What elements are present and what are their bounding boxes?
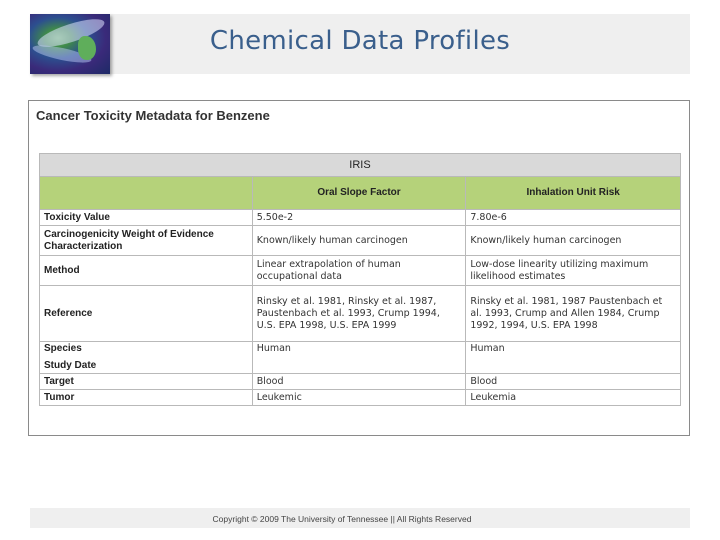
page-title: Chemical Data Profiles	[209, 26, 511, 56]
row-label: Toxicity Value	[40, 210, 253, 226]
inhalation-value: 7.80e-6	[466, 210, 681, 226]
corner-cell	[40, 177, 253, 210]
row-label: Target	[40, 374, 253, 390]
inhalation-value: Known/likely human carcinogen	[466, 226, 681, 256]
table-row	[40, 256, 681, 286]
row-label: Carcinogenicity Weight of Evidence Characterization	[40, 226, 253, 256]
row-label: Reference	[40, 286, 253, 342]
oral-value: 5.50e-2	[252, 210, 466, 226]
table-row	[40, 390, 681, 406]
col-oral-slope-factor: Oral Slope Factor	[252, 177, 466, 210]
section-title: Cancer Toxicity Metadata for Benzene	[36, 108, 270, 123]
table-row	[40, 374, 681, 390]
oral-value: Human	[252, 342, 466, 374]
row-label: Tumor	[40, 390, 253, 406]
oral-value: Rinsky et al. 1981, Rinsky et al. 1987, Paustenbach et al. 1993, Crump 1994, U.S. EPA 1998, U.S. EPA 1999	[252, 286, 466, 342]
benzene-metadata-panel	[28, 100, 690, 436]
table-row	[40, 286, 681, 342]
iris-header: IRIS	[40, 154, 681, 177]
oral-value: Linear extrapolation of human occupational data	[252, 256, 466, 286]
table-row	[40, 342, 681, 374]
inhalation-value: Low-dose linearity utilizing maximum likelihood estimates	[466, 256, 681, 286]
oral-value: Blood	[252, 374, 466, 390]
inhalation-value: Human	[466, 342, 681, 374]
col-inhalation-unit-risk: Inhalation Unit Risk	[466, 177, 681, 210]
table-row	[40, 210, 681, 226]
inhalation-value: Blood	[466, 374, 681, 390]
globe-logo	[30, 14, 110, 74]
study-date-label: Study Date	[44, 360, 97, 371]
inhalation-value: Leukemia	[466, 390, 681, 406]
species-label: Species	[44, 343, 82, 354]
row-label-species	[40, 342, 253, 374]
footer-copyright: Copyright © 2009 The University of Tennessee || All Rights Reserved	[212, 514, 472, 524]
oral-value: Known/likely human carcinogen	[252, 226, 466, 256]
inhalation-value: Rinsky et al. 1981, 1987 Paustenbach et al. 1993, Crump and Allen 1984, Crump 1992, 1994, U.S. EPA 1998	[466, 286, 681, 342]
oral-value: Leukemic	[252, 390, 466, 406]
row-label: Method	[40, 256, 253, 286]
table-row	[40, 226, 681, 256]
toxicity-table	[39, 153, 681, 406]
